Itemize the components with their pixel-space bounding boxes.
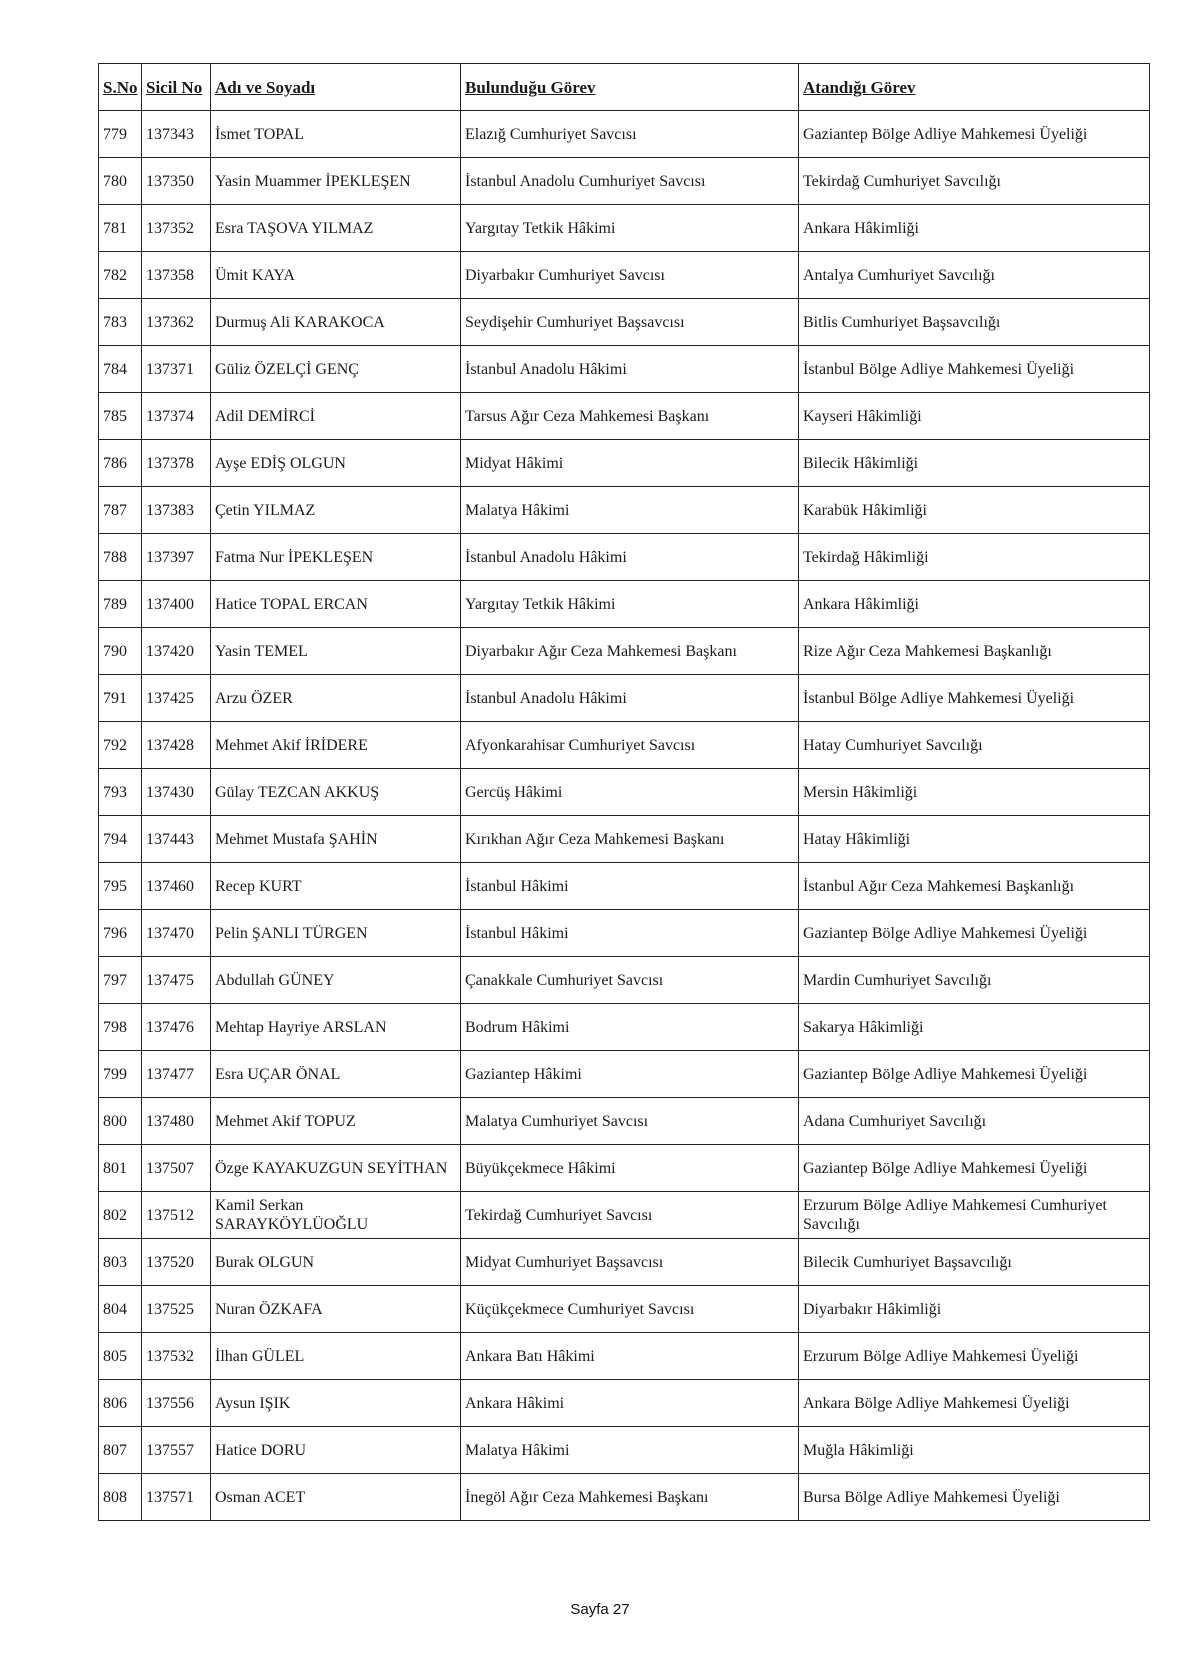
row-assigned-position: Bitlis Cumhuriyet Başsavcılığı [799, 299, 1150, 346]
row-assigned-position: Tekirdağ Hâkimliği [799, 534, 1150, 581]
row-assigned-position: Erzurum Bölge Adliye Mahkemesi Cumhuriyet Savcılığı [799, 1192, 1150, 1239]
table-row [99, 1380, 1150, 1427]
table-body [99, 111, 1150, 1521]
row-assigned-position: Hatay Cumhuriyet Savcılığı [799, 722, 1150, 769]
row-assigned-position: Sakarya Hâkimliği [799, 1004, 1150, 1051]
table-row [99, 1427, 1150, 1474]
row-sno: 790 [99, 628, 142, 675]
header-assigned-position: Atandığı Görev [799, 64, 1150, 111]
row-sno: 789 [99, 581, 142, 628]
row-sicil-no: 137378 [142, 440, 211, 487]
table-row [99, 252, 1150, 299]
row-sicil-no: 137443 [142, 816, 211, 863]
row-current-position: İstanbul Hâkimi [461, 863, 799, 910]
appointment-table [98, 63, 1150, 1521]
row-sicil-no: 137532 [142, 1333, 211, 1380]
row-sno: 784 [99, 346, 142, 393]
row-sno: 801 [99, 1145, 142, 1192]
row-current-position: Afyonkarahisar Cumhuriyet Savcısı [461, 722, 799, 769]
row-name: Hatice TOPAL ERCAN [211, 581, 461, 628]
table-row [99, 1286, 1150, 1333]
table-row [99, 299, 1150, 346]
row-sicil-no: 137362 [142, 299, 211, 346]
row-name: Yasin TEMEL [211, 628, 461, 675]
row-assigned-position: Karabük Hâkimliği [799, 487, 1150, 534]
row-sno: 800 [99, 1098, 142, 1145]
table-row [99, 440, 1150, 487]
row-current-position: Tarsus Ağır Ceza Mahkemesi Başkanı [461, 393, 799, 440]
row-sno: 794 [99, 816, 142, 863]
row-current-position: Seydişehir Cumhuriyet Başsavcısı [461, 299, 799, 346]
row-current-position: Tekirdağ Cumhuriyet Savcısı [461, 1192, 799, 1239]
row-current-position: Gaziantep Hâkimi [461, 1051, 799, 1098]
row-sicil-no: 137480 [142, 1098, 211, 1145]
row-sicil-no: 137397 [142, 534, 211, 581]
row-current-position: Diyarbakır Cumhuriyet Savcısı [461, 252, 799, 299]
row-sno: 785 [99, 393, 142, 440]
row-sno: 786 [99, 440, 142, 487]
table-row [99, 1239, 1150, 1286]
table-row [99, 816, 1150, 863]
row-name: Güliz ÖZELÇİ GENÇ [211, 346, 461, 393]
row-sicil-no: 137525 [142, 1286, 211, 1333]
table-row [99, 1192, 1150, 1239]
row-assigned-position: Ankara Bölge Adliye Mahkemesi Üyeliği [799, 1380, 1150, 1427]
row-name: Mehmet Akif TOPUZ [211, 1098, 461, 1145]
row-sicil-no: 137374 [142, 393, 211, 440]
row-name: Gülay TEZCAN AKKUŞ [211, 769, 461, 816]
row-name: Hatice DORU [211, 1427, 461, 1474]
row-current-position: Elazığ Cumhuriyet Savcısı [461, 111, 799, 158]
table-row [99, 722, 1150, 769]
header-sicil-no: Sicil No [142, 64, 211, 111]
row-name: Esra TAŞOVA YILMAZ [211, 205, 461, 252]
row-assigned-position: Mersin Hâkimliği [799, 769, 1150, 816]
row-current-position: Yargıtay Tetkik Hâkimi [461, 581, 799, 628]
row-sicil-no: 137420 [142, 628, 211, 675]
table-row [99, 675, 1150, 722]
table-row [99, 205, 1150, 252]
row-sicil-no: 137350 [142, 158, 211, 205]
row-assigned-position: Kayseri Hâkimliği [799, 393, 1150, 440]
row-current-position: Küçükçekmece Cumhuriyet Savcısı [461, 1286, 799, 1333]
table-row [99, 487, 1150, 534]
row-assigned-position: Gaziantep Bölge Adliye Mahkemesi Üyeliği [799, 1051, 1150, 1098]
row-sicil-no: 137400 [142, 581, 211, 628]
table-row [99, 628, 1150, 675]
row-assigned-position: Tekirdağ Cumhuriyet Savcılığı [799, 158, 1150, 205]
row-sno: 806 [99, 1380, 142, 1427]
row-current-position: İstanbul Anadolu Hâkimi [461, 346, 799, 393]
row-name: Mehmet Mustafa ŞAHİN [211, 816, 461, 863]
table-row [99, 581, 1150, 628]
row-sno: 793 [99, 769, 142, 816]
row-sno: 792 [99, 722, 142, 769]
row-assigned-position: Diyarbakır Hâkimliği [799, 1286, 1150, 1333]
header-sno: S.No [99, 64, 142, 111]
row-assigned-position: Gaziantep Bölge Adliye Mahkemesi Üyeliği [799, 111, 1150, 158]
row-name: Nuran ÖZKAFA [211, 1286, 461, 1333]
row-name: Mehtap Hayriye ARSLAN [211, 1004, 461, 1051]
row-assigned-position: Muğla Hâkimliği [799, 1427, 1150, 1474]
row-sno: 788 [99, 534, 142, 581]
row-sno: 780 [99, 158, 142, 205]
row-name: Özge KAYAKUZGUN SEYİTHAN [211, 1145, 461, 1192]
row-sno: 795 [99, 863, 142, 910]
table-row [99, 957, 1150, 1004]
row-name: Osman ACET [211, 1474, 461, 1521]
table-row [99, 910, 1150, 957]
table-row [99, 1474, 1150, 1521]
row-assigned-position: Bilecik Hâkimliği [799, 440, 1150, 487]
row-assigned-position: Erzurum Bölge Adliye Mahkemesi Üyeliği [799, 1333, 1150, 1380]
header-name: Adı ve Soyadı [211, 64, 461, 111]
table-row [99, 1098, 1150, 1145]
row-current-position: İstanbul Anadolu Hâkimi [461, 534, 799, 581]
row-name: Burak OLGUN [211, 1239, 461, 1286]
row-name: Ümit KAYA [211, 252, 461, 299]
table-row [99, 158, 1150, 205]
row-sicil-no: 137430 [142, 769, 211, 816]
row-current-position: Diyarbakır Ağır Ceza Mahkemesi Başkanı [461, 628, 799, 675]
row-current-position: Ankara Hâkimi [461, 1380, 799, 1427]
row-name: Aysun IŞIK [211, 1380, 461, 1427]
table-row [99, 1004, 1150, 1051]
table-row [99, 346, 1150, 393]
row-assigned-position: Ankara Hâkimliği [799, 581, 1150, 628]
row-current-position: İstanbul Anadolu Cumhuriyet Savcısı [461, 158, 799, 205]
row-sicil-no: 137507 [142, 1145, 211, 1192]
row-name: Yasin Muammer İPEKLEŞEN [211, 158, 461, 205]
row-assigned-position: Bursa Bölge Adliye Mahkemesi Üyeliği [799, 1474, 1150, 1521]
row-name: İsmet TOPAL [211, 111, 461, 158]
table-row [99, 393, 1150, 440]
row-sno: 799 [99, 1051, 142, 1098]
row-current-position: İnegöl Ağır Ceza Mahkemesi Başkanı [461, 1474, 799, 1521]
row-sicil-no: 137477 [142, 1051, 211, 1098]
row-assigned-position: Mardin Cumhuriyet Savcılığı [799, 957, 1150, 1004]
row-sno: 796 [99, 910, 142, 957]
row-sno: 791 [99, 675, 142, 722]
header-current-position: Bulunduğu Görev [461, 64, 799, 111]
row-sno: 805 [99, 1333, 142, 1380]
row-sicil-no: 137520 [142, 1239, 211, 1286]
row-name: Arzu ÖZER [211, 675, 461, 722]
row-assigned-position: İstanbul Bölge Adliye Mahkemesi Üyeliği [799, 346, 1150, 393]
row-sicil-no: 137428 [142, 722, 211, 769]
row-sicil-no: 137557 [142, 1427, 211, 1474]
row-name: Kamil Serkan SARAYKÖYLÜOĞLU [211, 1192, 461, 1239]
row-assigned-position: Antalya Cumhuriyet Savcılığı [799, 252, 1150, 299]
table-header-row [99, 64, 1150, 111]
row-sicil-no: 137470 [142, 910, 211, 957]
row-assigned-position: Gaziantep Bölge Adliye Mahkemesi Üyeliği [799, 1145, 1150, 1192]
row-sicil-no: 137475 [142, 957, 211, 1004]
row-sno: 782 [99, 252, 142, 299]
row-assigned-position: Adana Cumhuriyet Savcılığı [799, 1098, 1150, 1145]
row-sno: 803 [99, 1239, 142, 1286]
row-current-position: Gercüş Hâkimi [461, 769, 799, 816]
row-sicil-no: 137571 [142, 1474, 211, 1521]
row-current-position: Malatya Cumhuriyet Savcısı [461, 1098, 799, 1145]
row-name: Recep KURT [211, 863, 461, 910]
row-current-position: İstanbul Hâkimi [461, 910, 799, 957]
row-name: Durmuş Ali KARAKOCA [211, 299, 461, 346]
row-sicil-no: 137512 [142, 1192, 211, 1239]
table-row [99, 1333, 1150, 1380]
row-sno: 807 [99, 1427, 142, 1474]
row-sicil-no: 137343 [142, 111, 211, 158]
table-row [99, 534, 1150, 581]
row-name: İlhan GÜLEL [211, 1333, 461, 1380]
table-row [99, 769, 1150, 816]
row-assigned-position: Gaziantep Bölge Adliye Mahkemesi Üyeliği [799, 910, 1150, 957]
row-current-position: Ankara Batı Hâkimi [461, 1333, 799, 1380]
row-sicil-no: 137476 [142, 1004, 211, 1051]
row-sicil-no: 137383 [142, 487, 211, 534]
row-assigned-position: İstanbul Ağır Ceza Mahkemesi Başkanlığı [799, 863, 1150, 910]
row-name: Fatma Nur İPEKLEŞEN [211, 534, 461, 581]
row-assigned-position: Rize Ağır Ceza Mahkemesi Başkanlığı [799, 628, 1150, 675]
row-current-position: Malatya Hâkimi [461, 487, 799, 534]
table-row [99, 1051, 1150, 1098]
row-current-position: Çanakkale Cumhuriyet Savcısı [461, 957, 799, 1004]
row-name: Mehmet Akif İRİDERE [211, 722, 461, 769]
row-current-position: Kırıkhan Ağır Ceza Mahkemesi Başkanı [461, 816, 799, 863]
row-sno: 797 [99, 957, 142, 1004]
row-sno: 781 [99, 205, 142, 252]
row-current-position: Bodrum Hâkimi [461, 1004, 799, 1051]
page-number: Sayfa 27 [570, 1601, 630, 1618]
row-name: Abdullah GÜNEY [211, 957, 461, 1004]
row-assigned-position: Bilecik Cumhuriyet Başsavcılığı [799, 1239, 1150, 1286]
row-current-position: Büyükçekmece Hâkimi [461, 1145, 799, 1192]
row-sicil-no: 137425 [142, 675, 211, 722]
row-sno: 804 [99, 1286, 142, 1333]
row-name: Çetin YILMAZ [211, 487, 461, 534]
row-sno: 779 [99, 111, 142, 158]
row-current-position: İstanbul Anadolu Hâkimi [461, 675, 799, 722]
table-row [99, 1145, 1150, 1192]
row-sno: 802 [99, 1192, 142, 1239]
row-current-position: Midyat Hâkimi [461, 440, 799, 487]
row-assigned-position: Ankara Hâkimliği [799, 205, 1150, 252]
row-sno: 783 [99, 299, 142, 346]
row-current-position: Yargıtay Tetkik Hâkimi [461, 205, 799, 252]
row-name: Esra UÇAR ÖNAL [211, 1051, 461, 1098]
row-sno: 787 [99, 487, 142, 534]
row-sno: 808 [99, 1474, 142, 1521]
row-current-position: Malatya Hâkimi [461, 1427, 799, 1474]
table-row [99, 111, 1150, 158]
table-row [99, 863, 1150, 910]
row-name: Pelin ŞANLI TÜRGEN [211, 910, 461, 957]
row-name: Adil DEMİRCİ [211, 393, 461, 440]
row-current-position: Midyat Cumhuriyet Başsavcısı [461, 1239, 799, 1286]
row-sno: 798 [99, 1004, 142, 1051]
row-assigned-position: İstanbul Bölge Adliye Mahkemesi Üyeliği [799, 675, 1150, 722]
row-sicil-no: 137556 [142, 1380, 211, 1427]
row-sicil-no: 137352 [142, 205, 211, 252]
row-name: Ayşe EDİŞ OLGUN [211, 440, 461, 487]
row-sicil-no: 137358 [142, 252, 211, 299]
row-sicil-no: 137460 [142, 863, 211, 910]
row-sicil-no: 137371 [142, 346, 211, 393]
row-assigned-position: Hatay Hâkimliği [799, 816, 1150, 863]
